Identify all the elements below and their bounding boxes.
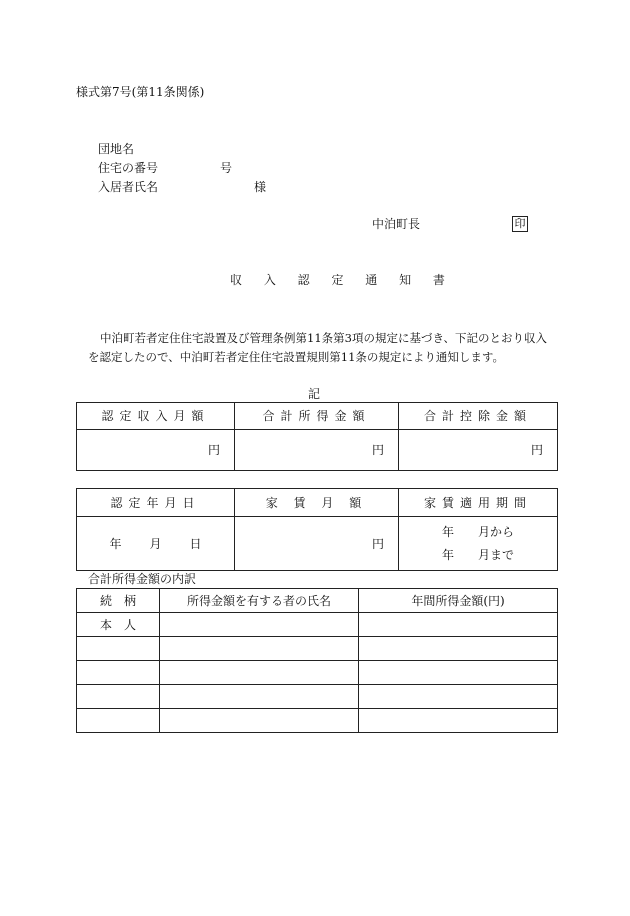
- date-day-label: 日: [189, 536, 202, 551]
- resident-name-label: 入居者氏名: [98, 180, 159, 194]
- relationship-cell: [77, 661, 160, 685]
- annual-income-cell: [359, 661, 558, 685]
- table-row: [77, 709, 558, 733]
- table-row: [77, 637, 558, 661]
- table-header-row: [77, 403, 558, 430]
- relationship-cell: [77, 709, 160, 733]
- header-annual-income: 年間所得金額(円): [359, 589, 558, 613]
- earner-name-cell: [160, 613, 359, 637]
- header-monthly-rent: 家 賃 月 額: [235, 489, 399, 517]
- total-deduction-cell: 円: [399, 430, 558, 471]
- earner-name-cell: [160, 709, 359, 733]
- seal-mark: 印: [512, 216, 528, 232]
- total-income-cell: 円: [235, 430, 399, 471]
- seal-stamp: [512, 216, 528, 232]
- header-rent-period: 家賃適用期間: [399, 489, 558, 517]
- table-row: [77, 613, 558, 637]
- certified-monthly-income-cell: 円: [77, 430, 235, 471]
- body-text-line-1: 中泊町若者定住住宅設置及び管理条例第11条第3項の規定に基づき、下記のとおり収入: [100, 331, 547, 345]
- header-certified-monthly-income: 認定収入月額: [77, 403, 235, 430]
- house-number-suffix: 号: [220, 161, 233, 175]
- rent-period-cell: [399, 517, 558, 571]
- income-summary-table: [76, 402, 558, 471]
- table-header-row: [77, 589, 558, 613]
- header-earner-name: 所得金額を有する者の氏名: [160, 589, 359, 613]
- issuer-title: 中泊町長: [372, 217, 421, 231]
- annual-income-cell: [359, 613, 558, 637]
- table-row: [77, 661, 558, 685]
- form-number: 様式第7号(第11条関係): [76, 85, 205, 99]
- relationship-cell: 本 人: [77, 613, 160, 637]
- earner-name-cell: [160, 685, 359, 709]
- monthly-rent-cell: 円: [235, 517, 399, 571]
- header-relationship: 続 柄: [77, 589, 160, 613]
- period-to: 年 月まで: [441, 547, 514, 562]
- date-year-label: 年: [109, 536, 122, 551]
- relationship-cell: [77, 685, 160, 709]
- annual-income-cell: [359, 685, 558, 709]
- table-row: [77, 685, 558, 709]
- document-title: 収 入 認 定 通 知 書: [230, 273, 454, 287]
- date-month-label: 月: [149, 536, 162, 551]
- header-total-income: 合計所得金額: [235, 403, 399, 430]
- body-text-line-2: を認定したので、中泊町若者定住住宅設置規則第11条の規定により通知します。: [88, 350, 504, 364]
- ki-heading: 記: [308, 387, 321, 401]
- earner-name-cell: [160, 661, 359, 685]
- annual-income-cell: [359, 709, 558, 733]
- estate-name-label: 団地名: [98, 142, 135, 156]
- breakdown-label: 合計所得金額の内訳: [88, 572, 197, 586]
- table-row: [77, 517, 558, 571]
- annual-income-cell: [359, 637, 558, 661]
- earner-name-cell: [160, 637, 359, 661]
- header-certification-date: 認定年月日: [77, 489, 235, 517]
- table-row: [77, 430, 558, 471]
- rent-table: [76, 488, 558, 571]
- period-from: 年 月から: [441, 524, 514, 539]
- relationship-cell: [77, 637, 160, 661]
- header-total-deduction: 合計控除金額: [399, 403, 558, 430]
- certification-date-cell: [77, 517, 235, 571]
- table-header-row: [77, 489, 558, 517]
- honorific: 様: [254, 180, 267, 194]
- income-breakdown-table: [76, 588, 558, 733]
- house-number-label: 住宅の番号: [98, 161, 159, 175]
